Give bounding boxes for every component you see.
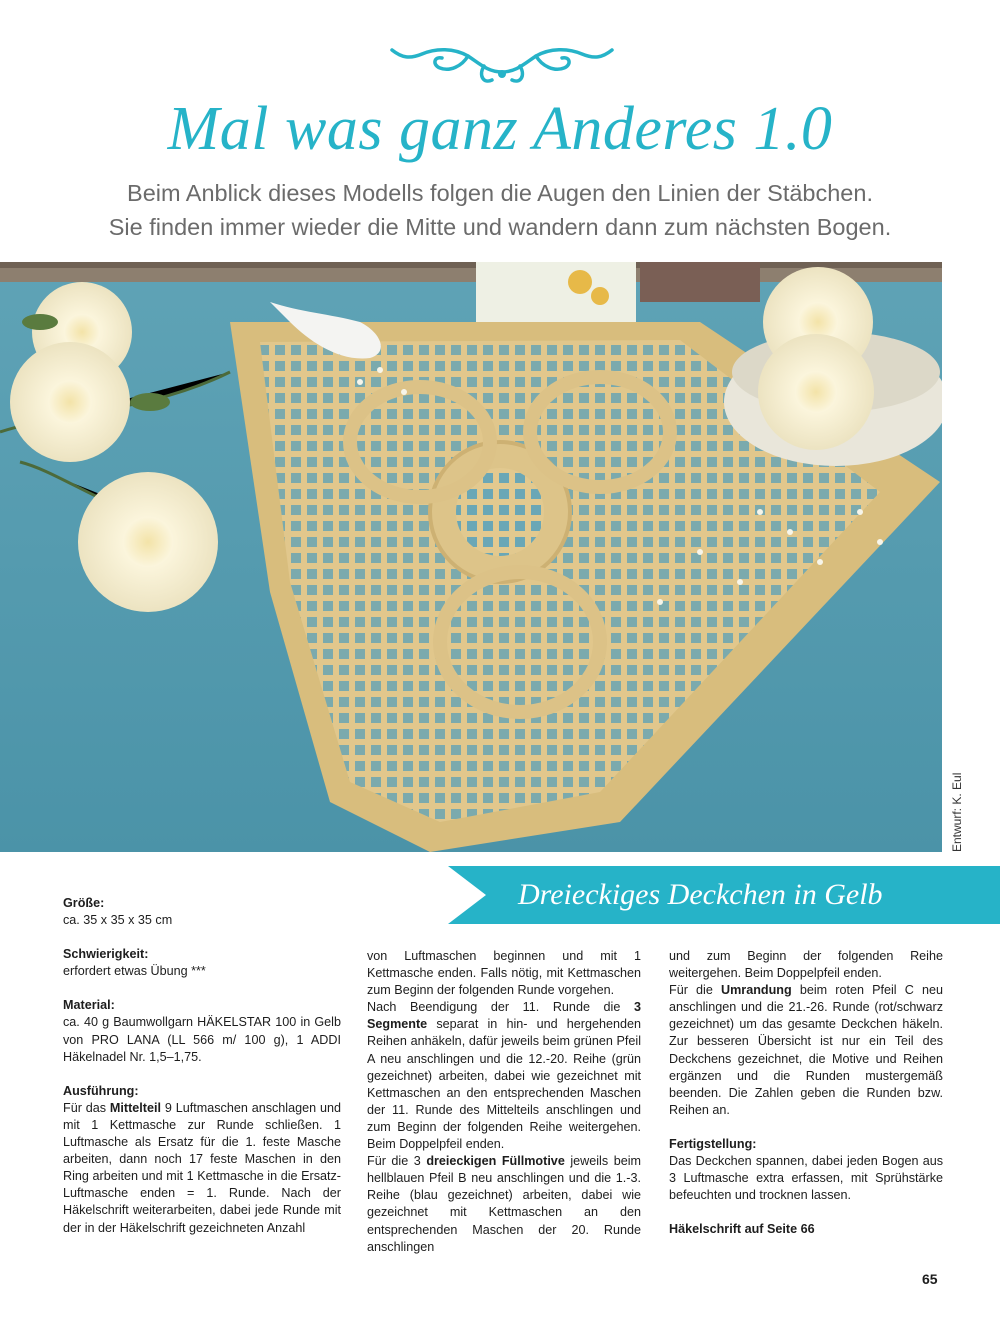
execution-text: Für das Mittelteil 9 Luftmaschen anschlagen und mit 1 Kettmasche zur Runde schließen. 1 Luftmasche als Ersatz für die 1. feste Masche arbeiten, dann noch 17 feste Maschen in den Ring arbeiten und mit 1 Kettmasche in die Ersatz-Luftmasche enden = 1. Runde. Nach der Häkelschrift weiterarbeiten, dabei jede Runde mit der in der Häkelschrift gezeichneten Anzahl bbox=[63, 1100, 341, 1235]
col2-paragraph-3: Für die 3 dreieckigen Füllmotive jeweils beim hellblauen Pfeil B neu anschlingen und die 1.-3. Reihe (blau gezeichnet) arbeiten, dabei wie gezeichnet mit Kettmaschen an den entsprechenden Maschen der 20. Runde anschlingen bbox=[367, 1154, 641, 1254]
material-heading: Material: bbox=[63, 998, 115, 1013]
difficulty-value: erfordert etwas Übung *** bbox=[63, 964, 206, 979]
col2-paragraph-1: von Luftmaschen beginnen und mit 1 Kettmasche enden. Falls nötig, mit Kettmaschen zum Beginn der folgenden Runde vorgehen. bbox=[367, 949, 641, 998]
material-value: ca. 40 g Baumwollgarn HÄKELSTAR 100 in Gelb von PRO LANA (LL 566 m/ 100 g), 1 ADDI Häkelnadel Nr. 1,5–1,75. bbox=[63, 1015, 341, 1064]
doily-photo bbox=[0, 262, 942, 852]
design-credit: Entwurf: K. Eul bbox=[950, 772, 964, 852]
section-banner bbox=[448, 866, 1000, 924]
column-3 bbox=[669, 948, 943, 1238]
execution-heading: Ausführung: bbox=[63, 1083, 139, 1098]
size-heading: Größe: bbox=[63, 896, 105, 910]
col2-paragraph-2: Nach Beendigung der 11. Runde die 3 Segmente separat in hin- und hergehenden Reihen anhäkeln, dafür jeweils beim grünen Pfeil A neu anschlingen und die 12.-20. Reihe (grün gezeichnet) arbeiten, dabei wie gezeichnet mit Kettmaschen an den entsprechenden Maschen der 11. Runde des Mittelteils anschlingen und zum Beginn der folgenden Reihe weitergehen. Beim Doppelpfeil enden. bbox=[367, 1000, 641, 1152]
intro-line-1: Beim Anblick dieses Modells folgen die Augen den Linien der Stäbchen. bbox=[127, 180, 873, 206]
intro-line-2: Sie finden immer wieder die Mitte und wandern dann zum nächsten Bogen. bbox=[108, 214, 892, 240]
page-number: 65 bbox=[922, 1271, 938, 1287]
size-value: ca. 35 x 35 x 35 cm bbox=[63, 913, 173, 928]
chart-reference: Häkelschrift auf Seite 66 bbox=[669, 1222, 815, 1237]
finish-value: Das Deckchen spannen, dabei jeden Bogen aus 3 Luftmasche extra erfassen, mit Sprühstärke befeuchten und trocknen lassen. bbox=[669, 1154, 943, 1203]
column-2 bbox=[367, 948, 641, 1256]
column-1 bbox=[63, 895, 341, 1237]
col3-paragraph-1: und zum Beginn der folgenden Reihe weitergehen. Beim Doppelpfeil enden. bbox=[669, 949, 943, 981]
banner-title: Dreieckiges Deckchen in Gelb bbox=[518, 878, 883, 911]
decorative-ornament-icon bbox=[388, 42, 616, 86]
page-title: Mal was ganz Anderes 1.0 bbox=[167, 95, 833, 163]
difficulty-heading: Schwierigkeit: bbox=[63, 947, 149, 962]
intro-text bbox=[40, 176, 960, 244]
finish-heading: Fertigstellung: bbox=[669, 1136, 757, 1151]
col3-paragraph-2: Für die Umrandung beim roten Pfeil C neu anschlingen und die 21.-26. Runde (rot/schwarz gezeichnet) um das gesamte Deckchen häkeln. Zur besseren Übersicht ist nur ein Teil des Deckchens gezeichnet, die Motive und Reihen ergänzen und die Runden mustergemäß beenden. Die Zahlen geben die Runden bzw. Reihen an. bbox=[669, 983, 943, 1117]
